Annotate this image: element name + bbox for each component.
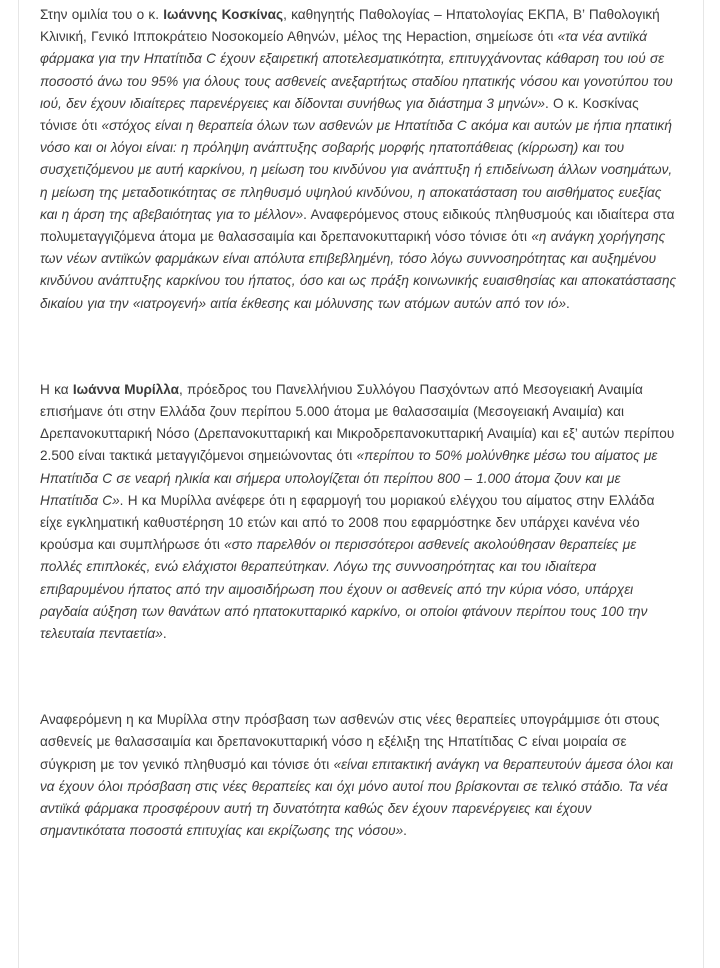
text-segment: , πρόεδρος του Πανελλήνιου Συλλόγου Πασχόντων από Μεσογειακή Αναιμία επισήμανε ότι στην Ελλάδα ζουν περίπου 5.000 άτομα με θαλασσαιμία (Μεσογειακή Αναιμία) και Δρεπανοκυτταρική Νόσο (Δρεπανοκυτταρική και Μικροδρεπανοκυτταρική Αναιμία) και εξ’ αυτών περίπου 2.500 είναι τακτικά μεταγγιζόμενοι σημειώνοντας ότι — [40, 381, 675, 464]
paragraph-myrilla — [40, 379, 680, 645]
quote: «είναι επιτακτική ανάγκη να θεραπευτούν άμεσα όλοι και να έχουν όλοι πρόσβαση στις νέες θεραπείες και όχι μόνο αυτοί που βρίσκονται σε τελικό στάδιο. Τα νέα αντιϊκά φάρμακα προσφέρουν αυτή τη δυνατότητα καθώς δεν έχουν παρενέργειες και έχουν σημαντικότατα ποσοστά επιτυχίας και εκρίζωσης της νόσου» — [40, 756, 673, 839]
text-segment: Η κα — [40, 381, 73, 397]
text-segment: , καθηγητής Παθολογίας – Ηπατολογίας ΕΚΠΑ, Β’ Παθολογική Κλινική, Γενικό Ιπποκράτειο Νοσοκομείο Αθηνών, μέλος της Hepaction, σημείωσε ότι — [40, 7, 660, 45]
person-name: Ιωάννα Μυρίλλα — [72, 381, 179, 397]
text-segment: Στην ομιλία του ο κ. — [40, 7, 164, 22]
text-segment: Αναφερόμενη η κα Μυρίλλα στην πρόσβαση των ασθενών στις νέες θεραπείες υπογράμμισε ότι στους ασθενείς με θαλασσαιμία και δρεπανοκυτταρική νόσο η εξέλιξη της Ηπατίτιδας C είναι μοιραία σε σύγκριση με τον γενικό πληθυσμό και τόνισε ότι — [40, 712, 660, 772]
article-body — [40, 4, 680, 843]
quote: «στο παρελθόν οι περισσότεροι ασθενείς ακολούθησαν θεραπείες με πολλές επιπλοκές, ενώ ελάχιστοι θεραπεύτηκαν. Λόγω της συννοσηρότητας και του ιδιαίτερα επιβαρυμένου ήπατος από την αιμοσιδήρωση που έχουν οι ασθενείς από την κύρια νόσο, υπάρχει ραγδαία αύξηση των θανάτων από ηπατοκυτταρικό καρκίνο, οι οποίοι φτάνουν περίπου τους 100 την τελευταία πενταετία» — [40, 537, 648, 642]
paragraph-koskinas — [40, 4, 680, 315]
quote: «στόχος είναι η θεραπεία όλων των ασθενών με Ηπατίτιδα C ακόμα και αυτών με ήπια ηπατική νόσο και οι λόγοι είναι: η πρόληψη ανάπτυξης σοβαρής μορφής ηπατοπάθειας (κίρρωση) και του συσχετιζόμενου με αυτή καρκίνου, η μείωση του κινδύνου για ανάπτυξη ή επιδείνωση άλλων νοσημάτων, η μείωση της μεταδοτικότητας σε πληθυσμό υψηλού κινδύνου, η αποκατάσταση του αισθήματος ευεξίας και η άρση της αβεβαιότητας για το μέλλον» — [40, 118, 673, 222]
quote: «η ανάγκη χορήγησης των νέων αντιϊκών φαρμάκων είναι απόλυτα επιβεβλημένη, τόσο λόγω συννοσηρότητας και αυξημένου κινδύνου ανάπτυξης καρκίνου του ήπατος, όσο και ως πράξη κοινωνικής ευαισθησίας και αποκατάστασης δικαίου για την «ιατρογενή» αιτία έκθεσης και μόλυνσης των ατόμων αυτών από τον ιό» — [40, 229, 677, 311]
text-segment: . Αναφερόμενος στους ειδικούς πληθυσμούς και ιδιαίτερα στα πολυμεταγγιζόμενα άτομα με θαλασσαιμία και δρεπανοκυτταρική νόσο τόνισε ότι — [40, 206, 675, 245]
quote: «περίπου το 50% μολύνθηκε μέσω του αίματος με Ηπατίτιδα C σε νεαρή ηλικία και σήμερα υπολογίζεται ότι περίπου 800 – 1.000 άτομα ζουν και με Ηπατίτιδα C» — [40, 448, 658, 508]
article-column — [18, 0, 704, 968]
paragraph-access — [40, 709, 680, 842]
text-segment: . — [403, 823, 407, 839]
person-name: Ιωάννης Κοσκίνας — [163, 7, 284, 22]
text-segment: . Ο κ. Κοσκίνας τόνισε ότι — [40, 95, 639, 134]
text-segment: . — [162, 626, 167, 642]
text-segment: . Η κα Μυρίλλα ανέφερε ότι η εφαρμογή του μοριακού ελέγχου του αίματος στην Ελλάδα είχε εγκληματική καθυστέρηση 10 ετών και από το 2008 που εφαρμόστηκε δεν υπάρχει κανένα νέο κρούσμα και συμπλήρωσε ότι — [40, 492, 655, 553]
quote: «τα νέα αντιϊκά φάρμακα για την Ηπατίτιδα C έχουν εξαιρετική αποτελεσματικότητα, επιτυγχάνοντας κάθαρση του ιού σε ποσοστό άνω του 95% για όλους τους ασθενείς ανεξαρτήτως σταδίου ηπατικής νόσου και γονοτύπου του ιού, δεν έχουν ιδιαίτερες παρενέργειες και δίδονται συνήθως για διάστημα 3 μηνών» — [40, 29, 673, 111]
text-segment: . — [566, 295, 570, 311]
